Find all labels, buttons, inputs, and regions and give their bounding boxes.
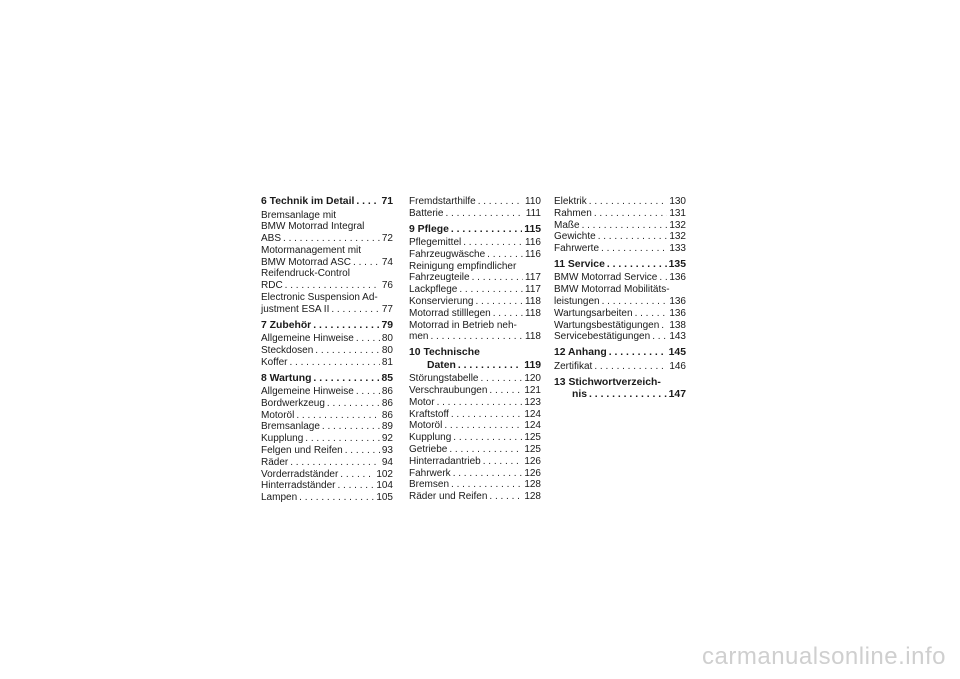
toc-entry[interactable] xyxy=(261,333,393,345)
toc-entry-title: 7 Zubehör xyxy=(261,319,312,331)
toc-entry-title: Motorrad in Betrieb neh- xyxy=(409,319,517,331)
toc-dot-leader xyxy=(481,373,523,385)
toc-section xyxy=(554,377,686,402)
toc-entry-title: Konservierung xyxy=(409,296,474,308)
toc-entry-title: Kraftstoff xyxy=(409,408,449,420)
toc-entry-title: Fahrwerk xyxy=(409,467,451,479)
toc-entry[interactable] xyxy=(261,210,393,222)
toc-entry-title: Motorrad stilllegen xyxy=(409,307,491,319)
toc-entry[interactable] xyxy=(554,231,686,243)
toc-entry-title: Elektrik xyxy=(554,196,587,207)
toc-page-number: 147 xyxy=(668,389,686,401)
toc-section xyxy=(409,347,541,503)
toc-page-number: 92 xyxy=(381,433,393,445)
toc-entry[interactable] xyxy=(554,208,686,220)
toc-dot-leader xyxy=(356,386,380,398)
toc-entry[interactable] xyxy=(261,221,393,233)
toc-entry-title: men xyxy=(409,331,429,343)
toc-entry[interactable] xyxy=(261,480,393,492)
toc-entry[interactable] xyxy=(261,398,393,410)
toc-entry-title: nis xyxy=(572,389,588,401)
toc-page-number: 123 xyxy=(524,396,541,408)
toc-page-number: 76 xyxy=(381,280,393,292)
toc-entry[interactable] xyxy=(409,468,541,480)
toc-page-number: 125 xyxy=(524,432,541,444)
toc-dot-leader xyxy=(430,331,523,343)
toc-dot-leader xyxy=(331,304,380,316)
toc-entry[interactable] xyxy=(261,292,393,304)
toc-entry-title: Fremdstarthilfe xyxy=(409,196,476,207)
toc-dot-leader xyxy=(589,196,668,208)
toc-page-number: 102 xyxy=(376,468,393,480)
toc-entry-title: BMW Motorrad Service xyxy=(554,272,658,284)
toc-page-number: 145 xyxy=(668,347,686,359)
toc-entry[interactable] xyxy=(409,261,541,273)
toc-entry-title: Koffer xyxy=(261,356,288,368)
toc-entry[interactable] xyxy=(261,421,393,433)
toc-entry-title: Fahrzeugwäsche xyxy=(409,248,486,260)
toc-page-number: 79 xyxy=(381,319,393,331)
toc-page-number: 111 xyxy=(525,207,541,219)
toc-entry-title: Bremsanlage mit xyxy=(261,209,337,221)
toc-page-number: 146 xyxy=(669,360,686,372)
toc-entry[interactable] xyxy=(554,220,686,232)
toc-page-number: 124 xyxy=(524,420,541,432)
toc-dot-leader xyxy=(353,257,380,269)
toc-dot-leader xyxy=(337,480,374,492)
toc-page-number: 126 xyxy=(524,455,541,467)
toc-dot-leader xyxy=(659,272,667,284)
toc-heading-line[interactable] xyxy=(409,347,541,360)
toc-heading-line[interactable] xyxy=(261,320,393,333)
toc-dot-leader xyxy=(463,237,523,249)
toc-dot-leader xyxy=(290,357,380,369)
toc-heading-line[interactable] xyxy=(554,377,686,390)
toc-entry[interactable] xyxy=(261,257,393,269)
toc-entry[interactable] xyxy=(261,245,393,257)
toc-dot-leader xyxy=(472,272,523,284)
toc-section xyxy=(554,196,686,255)
toc-page-number: 110 xyxy=(525,196,541,207)
toc-page-number: 80 xyxy=(381,333,393,345)
toc-entry-title: Bordwerkzeug xyxy=(261,397,325,409)
toc-entry-title: 8 Wartung xyxy=(261,372,312,384)
toc-section xyxy=(554,347,686,372)
toc-chapter-heading xyxy=(554,347,686,360)
toc-dot-leader xyxy=(487,249,523,261)
toc-dot-leader xyxy=(609,347,667,360)
toc-page-number: 86 xyxy=(381,409,393,421)
toc-page-number: 138 xyxy=(669,319,686,331)
toc-chapter-heading xyxy=(261,196,393,209)
toc-entry-title: Räder und Reifen xyxy=(409,491,488,503)
toc-entry-title: 9 Pflege xyxy=(409,223,449,235)
toc-dot-leader xyxy=(437,397,523,409)
toc-entry-title: 12 Anhang xyxy=(554,347,607,359)
toc-page-number: 71 xyxy=(381,196,393,207)
toc-dot-leader xyxy=(445,208,523,220)
toc-entry-title: Vorderradständer xyxy=(261,468,339,480)
toc-dot-leader xyxy=(356,333,380,345)
toc-page-number: 135 xyxy=(668,258,686,270)
toc-chapter-heading xyxy=(409,224,541,237)
toc-dot-leader xyxy=(607,259,667,272)
toc-dot-leader xyxy=(449,444,522,456)
toc-entry[interactable] xyxy=(409,432,541,444)
toc-dot-leader xyxy=(299,492,374,504)
toc-entry-title: Lampen xyxy=(261,492,298,504)
toc-entry-title: Hinterradantrieb xyxy=(409,455,481,467)
toc-entry-title: Electronic Suspension Ad- xyxy=(261,292,378,304)
toc-entry[interactable] xyxy=(554,284,686,296)
toc-dot-leader xyxy=(483,456,523,468)
toc-heading-line[interactable] xyxy=(554,347,686,360)
toc-dot-leader xyxy=(453,468,523,480)
toc-page-number: 143 xyxy=(669,331,686,343)
toc-entry[interactable] xyxy=(261,386,393,398)
toc-entry[interactable] xyxy=(554,243,686,255)
toc-page-number: 94 xyxy=(381,456,393,468)
toc-entry-title: Felgen und Reifen xyxy=(261,445,343,457)
toc-page-number: 85 xyxy=(381,372,393,384)
toc-entry-title: Reifendruck-Control xyxy=(261,268,350,280)
toc-dot-leader xyxy=(451,224,522,237)
toc-entry-title: Allgemeine Hinweise xyxy=(261,333,354,345)
toc-entry[interactable] xyxy=(409,320,541,332)
toc-page-number: 74 xyxy=(381,256,393,268)
toc-page-number: 133 xyxy=(669,243,686,255)
toc-entry-title: Bremsanlage xyxy=(261,421,320,433)
toc-entry[interactable] xyxy=(409,249,541,261)
toc-entry-title: Daten xyxy=(427,359,456,371)
toc-dot-leader xyxy=(602,296,668,308)
toc-entry[interactable] xyxy=(261,304,393,316)
toc-entry-title: Batterie xyxy=(409,207,444,219)
toc-chapter-heading xyxy=(261,320,393,333)
toc-entry-title: ABS xyxy=(261,233,282,245)
toc-chapter-heading xyxy=(409,347,541,372)
toc-heading-line[interactable] xyxy=(261,373,393,386)
toc-entry-title: 11 Service xyxy=(554,258,605,270)
toc-entry[interactable] xyxy=(261,233,393,245)
toc-page-number: 132 xyxy=(669,219,686,231)
toc-dot-leader xyxy=(451,409,522,421)
toc-page-number: 136 xyxy=(669,296,686,308)
toc-entry-title: 13 Stichwortverzeich- xyxy=(554,376,661,388)
toc-entry-title: Räder xyxy=(261,456,289,468)
toc-entry-title: Kupplung xyxy=(261,433,304,445)
toc-entry-title: justment ESA II xyxy=(261,303,330,315)
toc-entry-title: Allgemeine Hinweise xyxy=(261,386,354,398)
toc-page-number: 93 xyxy=(381,445,393,457)
toc-page-number: 77 xyxy=(381,303,393,315)
toc-page-number: 119 xyxy=(524,359,541,371)
toc-dot-leader xyxy=(459,284,523,296)
toc-page-number: 118 xyxy=(525,296,541,308)
toc-dot-leader xyxy=(327,398,380,410)
toc-page-number: 131 xyxy=(669,207,686,219)
toc-dot-leader xyxy=(285,280,380,292)
toc-dot-leader xyxy=(478,196,523,208)
toc-entry-title: Hinterradständer xyxy=(261,480,336,492)
toc-dot-leader xyxy=(594,208,668,220)
toc-entry[interactable] xyxy=(554,320,686,332)
toc-entry[interactable] xyxy=(261,345,393,357)
toc-entry-title: Lackpflege xyxy=(409,284,458,296)
toc-page-number: 89 xyxy=(381,421,393,433)
toc-page-number: 116 xyxy=(525,237,541,249)
toc-section xyxy=(409,224,541,344)
toc-page-number: 86 xyxy=(381,397,393,409)
toc-page-number: 115 xyxy=(524,223,541,235)
toc-heading-line[interactable] xyxy=(554,259,686,272)
watermark-text: carmanualsonline.info xyxy=(702,643,946,670)
toc-entry-title: BMW Motorrad Mobilitäts- xyxy=(554,284,670,296)
toc-dot-leader xyxy=(453,432,522,444)
toc-page-number: 130 xyxy=(669,196,686,207)
toc-page-number: 120 xyxy=(524,373,541,385)
toc-section xyxy=(554,259,686,343)
toc-dot-leader xyxy=(340,469,374,481)
toc-entry-title: Rahmen xyxy=(554,207,592,219)
toc-dot-leader xyxy=(315,345,380,357)
toc-entry-title: Motor xyxy=(409,396,435,408)
toc-entry-title: Motormanagement mit xyxy=(261,244,362,256)
toc-dot-leader xyxy=(283,233,380,245)
toc-entry-title: Pflegemittel xyxy=(409,237,462,249)
toc-dot-leader xyxy=(489,385,522,397)
toc-section xyxy=(409,196,541,220)
toc-dot-leader xyxy=(594,361,667,373)
toc-entry-title: RDC xyxy=(261,280,283,292)
toc-heading-line[interactable] xyxy=(409,360,541,373)
toc-dot-leader xyxy=(345,445,380,457)
toc-page-number: 136 xyxy=(669,307,686,319)
toc-dot-leader xyxy=(313,373,379,386)
toc-page-number: 117 xyxy=(525,284,541,296)
toc-entry[interactable] xyxy=(409,296,541,308)
toc-entry-title: 6 Technik im Detail xyxy=(261,196,355,207)
toc-entry[interactable] xyxy=(554,308,686,320)
toc-entry[interactable] xyxy=(409,284,541,296)
toc-page-number: 128 xyxy=(524,491,541,503)
toc-dot-leader xyxy=(493,308,523,320)
toc-dot-leader xyxy=(458,360,522,373)
toc-entry[interactable] xyxy=(261,433,393,445)
toc-page-number: 118 xyxy=(525,307,541,319)
toc-page-number: 124 xyxy=(524,408,541,420)
toc-dot-leader xyxy=(313,320,379,333)
toc-column-1 xyxy=(261,196,393,508)
toc-entry[interactable] xyxy=(409,196,541,208)
toc-entry[interactable] xyxy=(261,280,393,292)
toc-dot-leader xyxy=(305,433,380,445)
toc-entry[interactable] xyxy=(409,237,541,249)
toc-dot-leader xyxy=(652,331,667,343)
toc-section xyxy=(261,320,393,369)
toc-entry[interactable] xyxy=(409,444,541,456)
toc-dot-leader xyxy=(598,231,668,243)
toc-entry[interactable] xyxy=(554,196,686,208)
toc-dot-leader xyxy=(444,420,522,432)
toc-entry-title: Zertifikat xyxy=(554,360,593,372)
toc-entry[interactable] xyxy=(409,397,541,409)
toc-page-number: 116 xyxy=(525,248,541,260)
toc-section xyxy=(261,196,393,316)
toc-entry-title: Wartungsbestätigungen xyxy=(554,319,660,331)
toc-entry-title: Reinigung empfindlicher xyxy=(409,260,517,272)
toc-entry[interactable] xyxy=(409,272,541,284)
toc-dot-leader xyxy=(635,308,668,320)
toc-entry-title: Fahrwerte xyxy=(554,243,600,255)
toc-dot-leader xyxy=(356,196,379,209)
toc-page-number: 117 xyxy=(525,272,541,284)
toc-entry[interactable] xyxy=(409,409,541,421)
toc-dot-leader xyxy=(489,491,522,503)
toc-entry-title: Servicebestätigungen xyxy=(554,331,651,343)
toc-entry[interactable] xyxy=(261,445,393,457)
toc-entry-title: Bremsen xyxy=(409,479,450,491)
toc-entry-title: Gewichte xyxy=(554,231,596,243)
toc-dot-leader xyxy=(661,320,667,332)
toc-entry-title: Steckdosen xyxy=(261,344,314,356)
toc-page-number: 81 xyxy=(381,356,393,368)
toc-entry-title: Fahrzeugteile xyxy=(409,272,470,284)
toc-chapter-heading xyxy=(261,373,393,386)
toc-entry[interactable] xyxy=(409,456,541,468)
toc-page-number: 72 xyxy=(381,233,393,245)
toc-entry[interactable] xyxy=(554,361,686,373)
toc-entry[interactable] xyxy=(409,479,541,491)
toc-entry[interactable] xyxy=(261,410,393,422)
toc-dot-leader xyxy=(296,410,380,422)
toc-entry[interactable] xyxy=(409,331,541,343)
toc-page-number: 128 xyxy=(524,479,541,491)
toc-entry[interactable] xyxy=(409,420,541,432)
toc-page-number: 105 xyxy=(376,492,393,504)
toc-page-number: 125 xyxy=(524,444,541,456)
toc-dot-leader xyxy=(290,457,380,469)
toc-entry-title: BMW Motorrad ASC xyxy=(261,256,352,268)
toc-dot-leader xyxy=(589,389,667,402)
toc-page-number: 121 xyxy=(524,385,541,397)
toc-column-2 xyxy=(409,196,541,507)
toc-entry-title: 10 Technische xyxy=(409,347,480,359)
toc-entry-title: Motoröl xyxy=(261,409,295,421)
toc-page-number: 136 xyxy=(669,272,686,284)
toc-dot-leader xyxy=(601,243,667,255)
toc-entry-title: Störungstabelle xyxy=(409,373,479,385)
toc-entry[interactable] xyxy=(554,272,686,284)
toc-heading-line[interactable] xyxy=(554,389,686,402)
toc-entry[interactable] xyxy=(261,457,393,469)
toc-column-3 xyxy=(554,196,686,406)
toc-entry[interactable] xyxy=(261,492,393,504)
toc-entry[interactable] xyxy=(409,491,541,503)
toc-entry[interactable] xyxy=(261,268,393,280)
toc-entry[interactable] xyxy=(554,331,686,343)
toc-heading-line[interactable] xyxy=(409,224,541,237)
toc-entry-title: Getriebe xyxy=(409,444,448,456)
toc-chapter-heading xyxy=(554,377,686,402)
toc-entry-title: leistungen xyxy=(554,296,600,308)
toc-heading-line[interactable] xyxy=(261,196,393,209)
toc-entry[interactable] xyxy=(409,373,541,385)
toc-dot-leader xyxy=(451,479,522,491)
toc-page-number: 118 xyxy=(525,331,541,343)
toc-entry[interactable] xyxy=(409,208,541,220)
toc-entry[interactable] xyxy=(261,469,393,481)
toc-entry-title: Motoröl xyxy=(409,420,443,432)
toc-entry-title: BMW Motorrad Integral xyxy=(261,221,365,233)
toc-page-number: 86 xyxy=(381,386,393,398)
toc-entry-title: Verschraubungen xyxy=(409,385,488,397)
toc-chapter-heading xyxy=(554,259,686,272)
toc-page-number: 80 xyxy=(381,344,393,356)
toc-entry-title: Wartungsarbeiten xyxy=(554,307,633,319)
toc-dot-leader xyxy=(475,296,523,308)
toc-entry-title: Maße xyxy=(554,219,580,231)
toc-page-number: 104 xyxy=(376,480,393,492)
toc-section xyxy=(261,373,393,504)
toc-entry[interactable] xyxy=(554,296,686,308)
toc-entry-title: Kupplung xyxy=(409,432,452,444)
toc-dot-leader xyxy=(582,220,668,232)
toc-dot-leader xyxy=(322,421,380,433)
toc-page-number: 126 xyxy=(524,467,541,479)
toc-entry[interactable] xyxy=(261,357,393,369)
toc-page-number: 132 xyxy=(669,231,686,243)
toc-entry[interactable] xyxy=(409,308,541,320)
toc-entry[interactable] xyxy=(409,385,541,397)
